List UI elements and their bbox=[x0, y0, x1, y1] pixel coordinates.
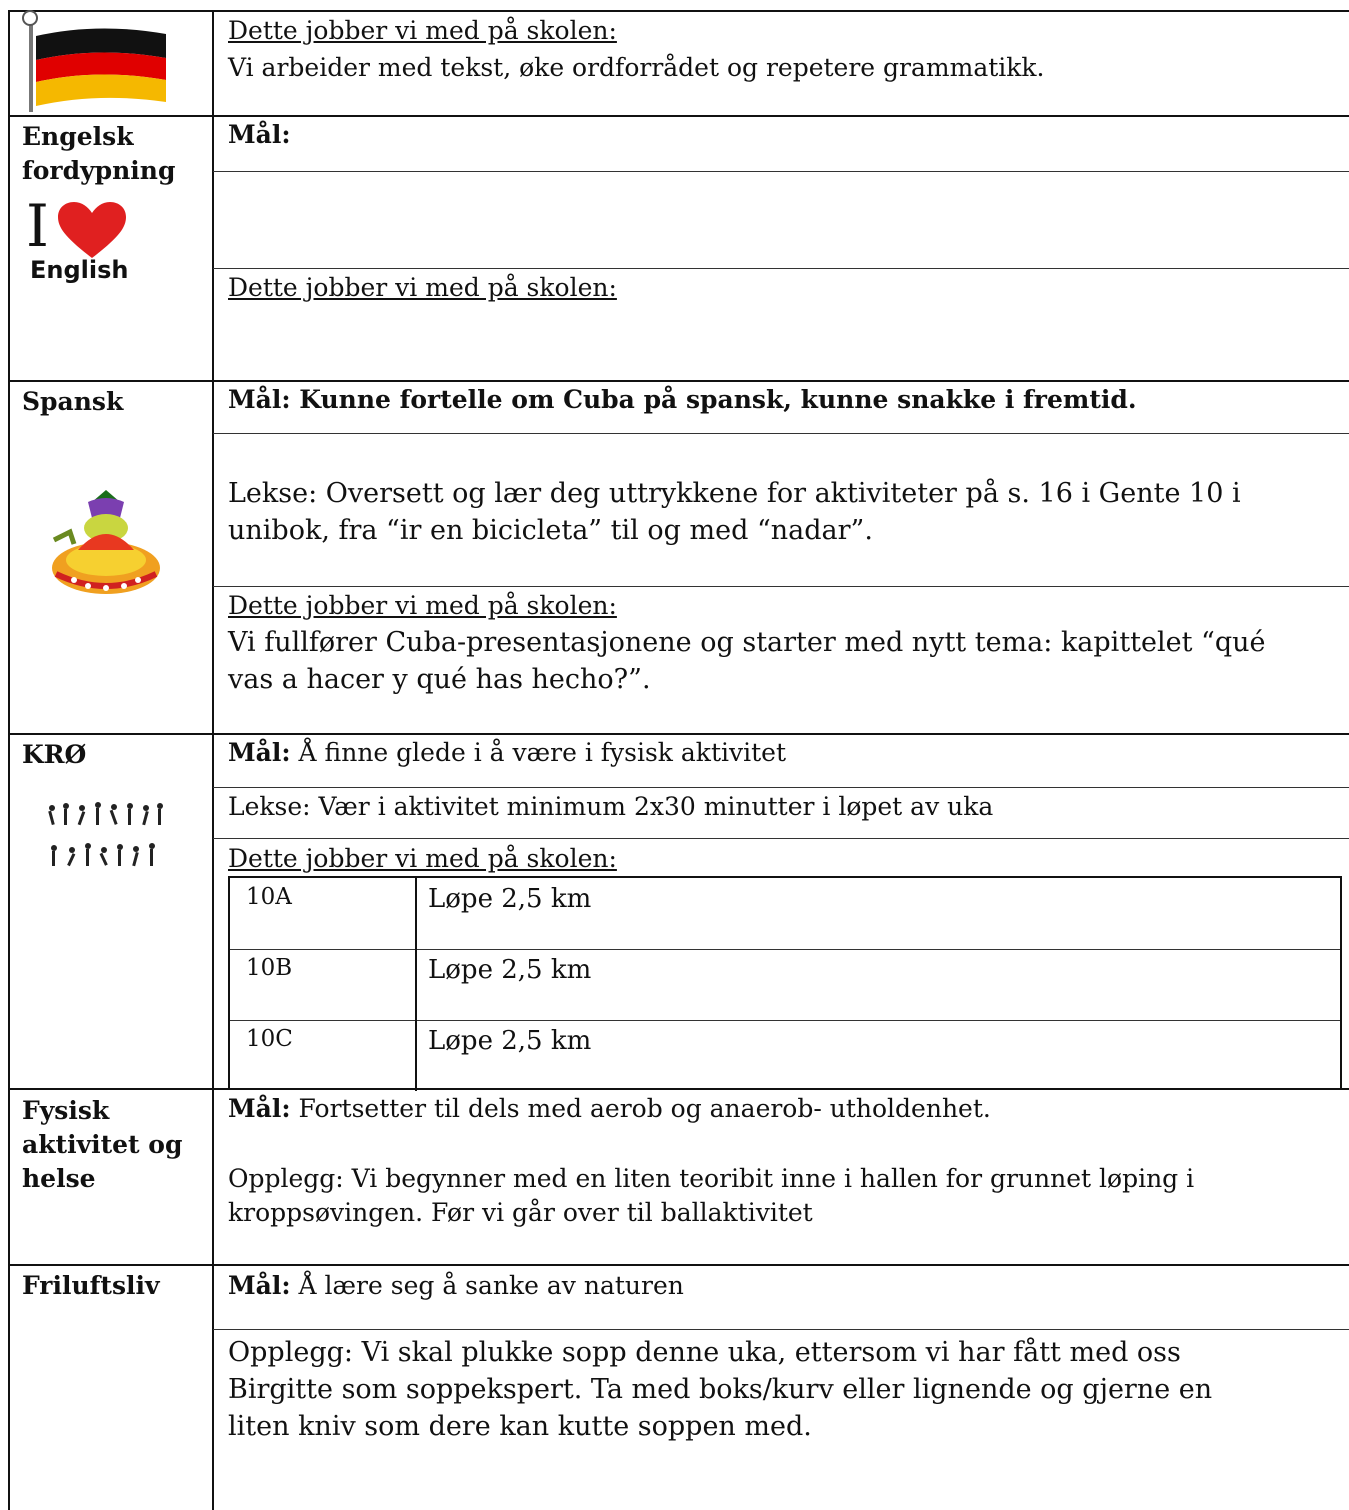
spanish-homework-line1: Lekse: Oversett og lær deg uttrykkene for aktiviteter på s. 16 i Gente 10 i bbox=[228, 478, 1241, 509]
table-row bbox=[230, 1020, 1340, 1091]
german-school-text: Vi arbeider med tekst, øke ordforrådet og repetere grammatikk. bbox=[228, 53, 1045, 82]
class-name: 10A bbox=[246, 884, 292, 910]
spanish-subject: Spansk bbox=[22, 387, 124, 416]
fysisk-subject-line1: Fysisk bbox=[22, 1096, 110, 1125]
spanish-homework-line2: unibok, fra “ir en bicicleta” til og med “nadar”. bbox=[228, 515, 873, 546]
logo-word: English bbox=[30, 256, 129, 284]
german-flag-icon bbox=[18, 10, 178, 116]
friluftsliv-plan-line3: liten kniv som dere kan kutte soppen med. bbox=[228, 1411, 812, 1442]
fysisk-goal-label: Mål: bbox=[228, 1094, 291, 1123]
kro-goal-text: Å finne glede i å være i fysisk aktivitet bbox=[290, 738, 786, 767]
friluftsliv-goal-label: Mål: bbox=[228, 1271, 291, 1300]
friluftsliv-goal-text: Å lære seg å sanke av naturen bbox=[290, 1271, 684, 1300]
sombrero-character-icon bbox=[48, 488, 164, 604]
class-activity: Løpe 2,5 km bbox=[428, 955, 592, 985]
fysisk-subject-line2: aktivitet og bbox=[22, 1130, 183, 1159]
spanish-school-line2: vas a hacer y qué has hecho?”. bbox=[228, 664, 651, 695]
subrow-divider bbox=[213, 1329, 1349, 1330]
fysisk-plan-line1: Opplegg: Vi begynner med en liten teoribit inne i hallen for grunnet løping i bbox=[228, 1164, 1195, 1193]
spanish-school-heading: Dette jobber vi med på skolen: bbox=[228, 591, 617, 620]
german-school-heading: Dette jobber vi med på skolen: bbox=[228, 16, 617, 45]
kro-homework: Lekse: Vær i aktivitet minimum 2x30 minutter i løpet av uka bbox=[228, 792, 994, 821]
heart-icon bbox=[56, 202, 128, 262]
kro-goal-label: Mål: bbox=[228, 738, 291, 767]
row-divider bbox=[8, 1264, 1349, 1266]
fysisk-plan-line2: kroppsøvingen. Før vi går over til ballaktivitet bbox=[228, 1198, 813, 1227]
kro-goal bbox=[228, 738, 786, 767]
class-name: 10B bbox=[246, 955, 293, 981]
english-school-heading: Dette jobber vi med på skolen: bbox=[228, 273, 617, 302]
table-row bbox=[230, 878, 1340, 950]
subrow-divider bbox=[213, 433, 1349, 434]
subrow-divider bbox=[213, 838, 1349, 839]
subrow-divider bbox=[213, 586, 1349, 587]
spanish-school-line1: Vi fullfører Cuba-presentasjonene og starter med nytt tema: kapittelet “qué bbox=[228, 627, 1266, 658]
spanish-goal: Mål: Kunne fortelle om Cuba på spansk, kunne snakke i fremtid. bbox=[228, 385, 1137, 414]
logo-letter: I bbox=[26, 192, 49, 260]
friluftsliv-plan-line2: Birgitte som soppekspert. Ta med boks/kurv eller lignende og gjerne en bbox=[228, 1374, 1213, 1405]
subrow-divider bbox=[213, 171, 1349, 172]
class-activity: Løpe 2,5 km bbox=[428, 1026, 592, 1056]
fysisk-subject-line3: helse bbox=[22, 1164, 96, 1193]
friluftsliv-plan-line1: Opplegg: Vi skal plukke sopp denne uka, ettersom vi har fått med oss bbox=[228, 1337, 1181, 1368]
class-name: 10C bbox=[246, 1026, 293, 1052]
row-divider bbox=[8, 380, 1349, 382]
table-row bbox=[230, 949, 1340, 1021]
column-divider bbox=[212, 10, 214, 1510]
kro-subject: KRØ bbox=[22, 740, 87, 769]
english-subject-line1: Engelsk bbox=[22, 122, 134, 151]
class-activity-table bbox=[228, 876, 1342, 1090]
friluftsliv-subject: Friluftsliv bbox=[22, 1271, 160, 1300]
row-divider bbox=[8, 115, 1349, 117]
subrow-divider bbox=[213, 268, 1349, 269]
dancing-people-icon bbox=[44, 800, 174, 884]
kro-school-heading: Dette jobber vi med på skolen: bbox=[228, 844, 617, 873]
i-love-english-logo bbox=[26, 192, 136, 292]
class-activity: Løpe 2,5 km bbox=[428, 884, 592, 914]
row-divider bbox=[8, 733, 1349, 735]
english-subject-line2: fordypning bbox=[22, 156, 176, 185]
english-goal-label: Mål: bbox=[228, 120, 291, 149]
subrow-divider bbox=[213, 787, 1349, 788]
fysisk-goal-text: Fortsetter til dels med aerob og anaerob- utholdenhet. bbox=[290, 1094, 991, 1123]
friluftsliv-goal bbox=[228, 1271, 684, 1300]
fysisk-goal bbox=[228, 1094, 991, 1123]
